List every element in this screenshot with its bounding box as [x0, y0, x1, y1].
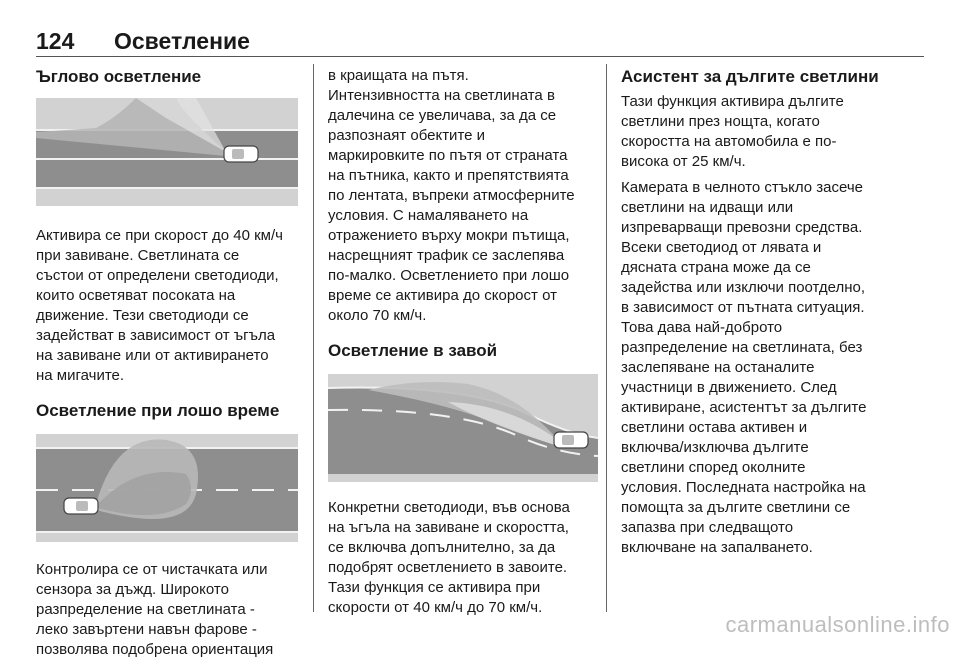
column-1 [36, 64, 304, 660]
page-header [36, 28, 926, 52]
heading-curve-light: Осветление в завой [328, 341, 498, 360]
paragraph-high-beam-intro: Тази функция активира дългите светлини през нощта, когато скоростта на автомобила е по- висока от 25 км/ч. [621, 93, 844, 170]
paragraph-bad-weather-light: Контролира се от чистачката или сензора за дъжд. Широкото разпределение на светлината - леко завъртени навън фарове - позволява подобрена ориентация [36, 561, 274, 658]
heading-high-beam-assist: Асистент за дългите светлини [621, 67, 879, 86]
bad-weather-light-illustration [36, 434, 298, 542]
page-number: 124 [36, 28, 75, 54]
heading-bad-weather-light: Осветление при лошо време [36, 401, 280, 420]
paragraph-bad-weather-continued: в краищата на пътя. Интензивността на светлината в далечина се увеличава, за да се разпознаят обектите и маркировките по пътя от страната на пътника, както и препятствията по лентата, въпреки атмосферните условия. С намаляването на отражението върху мокри пътища, насрещният трафик се заслепява по-малко. Осветлението при лошо време се активира до скорост от около 70 км/ч. [328, 67, 575, 324]
header-rule [36, 56, 924, 57]
paragraph-cornering-light: Активира се при скорост до 40 км/ч при завиване. Светлината се състои от определени светодиоди, които осветяват посоката на движение. Тези светодиоди се задействат в зависимост от ъгъла на завиване или от активирането на мигачите. [36, 227, 283, 384]
paragraph-high-beam-details: Камерата в челното стъкло засече светлини на идващи или изпреварващи превозни средства. Всеки светодиод от лявата и дясната страна може да се задейства или изключи поотделно, в зависимост от пътната ситуация. Това дава най-доброто разпределение на светлината, без заслепяване на останалите участници в движението. След активиране, асистентът за дългите светлини остава активен и включва/изключва дългите светлини според околните условия. Последната настройка на помощта за дългите светлини се запазва при следващото включване на запалването. [621, 179, 867, 556]
column-divider-1 [313, 64, 314, 612]
heading-cornering-light: Ъглово осветление [36, 67, 202, 86]
paragraph-curve-light: Конкретни светодиоди, във основа на ъгъла на завиване и скоростта, се включва допълнително, за да подобрят осветлението в завоите. Тази функция се активира при скорости от 40 км/ч до 70 км/ч. [328, 499, 570, 616]
column-2 [328, 64, 596, 618]
watermark: carmanualsonline.info [725, 612, 950, 637]
curve-light-illustration [328, 374, 598, 482]
cornering-light-illustration [36, 98, 298, 206]
column-3 [621, 64, 889, 558]
page-title: Осветление [114, 28, 250, 54]
column-divider-2 [606, 64, 607, 612]
